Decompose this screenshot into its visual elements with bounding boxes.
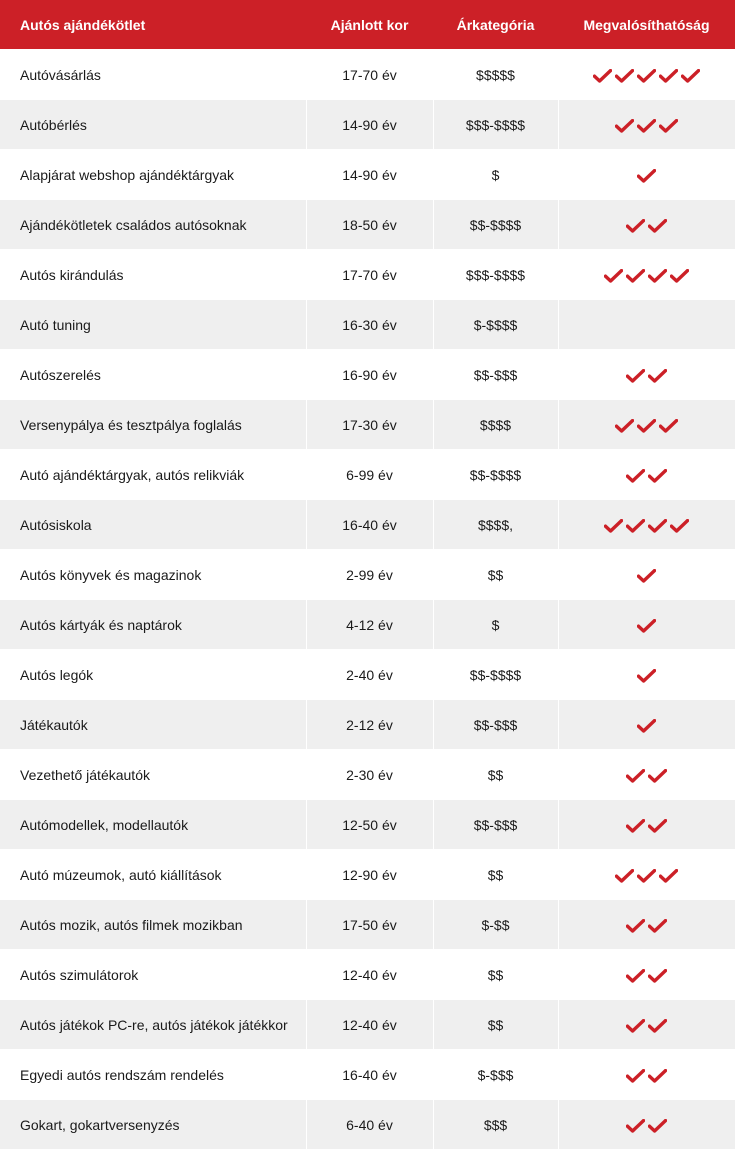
cell-feasibility bbox=[558, 750, 735, 800]
table-header bbox=[0, 0, 735, 50]
cell-age: 2-40 év bbox=[306, 650, 433, 700]
checkmark-icon bbox=[670, 269, 689, 283]
cell-idea: Autó ajándéktárgyak, autós relikviák bbox=[0, 450, 306, 500]
cell-feasibility bbox=[558, 150, 735, 200]
checkmark-icon bbox=[626, 969, 645, 983]
cell-age: 17-50 év bbox=[306, 900, 433, 950]
cell-idea: Autós könyvek és magazinok bbox=[0, 550, 306, 600]
cell-idea: Vezethető játékautók bbox=[0, 750, 306, 800]
checkmark-icon bbox=[659, 119, 678, 133]
table-row bbox=[0, 300, 735, 350]
cell-feasibility bbox=[558, 600, 735, 650]
header-price: Árkategória bbox=[433, 0, 558, 50]
checkmark-icon bbox=[670, 519, 689, 533]
cell-age: 18-50 év bbox=[306, 200, 433, 250]
table-row bbox=[0, 750, 735, 800]
checkmark-icon bbox=[626, 1019, 645, 1033]
cell-feasibility bbox=[558, 50, 735, 100]
feasibility-rating bbox=[637, 669, 656, 683]
cell-feasibility bbox=[558, 500, 735, 550]
cell-age: 17-30 év bbox=[306, 400, 433, 450]
checkmark-icon bbox=[637, 569, 656, 583]
cell-idea: Autós kirándulás bbox=[0, 250, 306, 300]
checkmark-icon bbox=[637, 869, 656, 883]
checkmark-icon bbox=[626, 1119, 645, 1133]
checkmark-icon bbox=[626, 819, 645, 833]
checkmark-icon bbox=[626, 919, 645, 933]
cell-price: $$-$$$$ bbox=[433, 450, 558, 500]
checkmark-icon bbox=[604, 519, 623, 533]
cell-price: $-$$$$ bbox=[433, 300, 558, 350]
feasibility-rating bbox=[626, 769, 667, 783]
cell-price: $$-$$$$ bbox=[433, 650, 558, 700]
feasibility-rating bbox=[626, 1119, 667, 1133]
cell-price: $$ bbox=[433, 550, 558, 600]
cell-age: 14-90 év bbox=[306, 150, 433, 200]
cell-age: 2-30 év bbox=[306, 750, 433, 800]
checkmark-icon bbox=[593, 69, 612, 83]
cell-age: 14-90 év bbox=[306, 100, 433, 150]
feasibility-rating bbox=[615, 119, 678, 133]
cell-price: $$-$$$ bbox=[433, 700, 558, 750]
feasibility-rating bbox=[637, 169, 656, 183]
table-row bbox=[0, 50, 735, 100]
checkmark-icon bbox=[648, 819, 667, 833]
cell-age: 12-40 év bbox=[306, 950, 433, 1000]
table-row bbox=[0, 950, 735, 1000]
cell-idea: Autó múzeumok, autó kiállítások bbox=[0, 850, 306, 900]
cell-age: 6-40 év bbox=[306, 1100, 433, 1150]
cell-idea: Autós legók bbox=[0, 650, 306, 700]
cell-feasibility bbox=[558, 850, 735, 900]
feasibility-rating bbox=[615, 869, 678, 883]
cell-price: $$-$$$$ bbox=[433, 200, 558, 250]
cell-feasibility bbox=[558, 450, 735, 500]
checkmark-icon bbox=[626, 269, 645, 283]
cell-feasibility bbox=[558, 1000, 735, 1050]
cell-price: $ bbox=[433, 600, 558, 650]
checkmark-icon bbox=[648, 919, 667, 933]
header-idea: Autós ajándékötlet bbox=[0, 0, 306, 50]
checkmark-icon bbox=[626, 769, 645, 783]
checkmark-icon bbox=[604, 269, 623, 283]
cell-price: $$$ bbox=[433, 1100, 558, 1150]
feasibility-rating bbox=[626, 369, 667, 383]
checkmark-icon bbox=[659, 419, 678, 433]
cell-feasibility bbox=[558, 550, 735, 600]
feasibility-rating bbox=[637, 569, 656, 583]
cell-idea: Játékautók bbox=[0, 700, 306, 750]
cell-price: $$$-$$$$ bbox=[433, 250, 558, 300]
cell-age: 6-99 év bbox=[306, 450, 433, 500]
cell-idea: Autós mozik, autós filmek mozikban bbox=[0, 900, 306, 950]
cell-age: 2-12 év bbox=[306, 700, 433, 750]
checkmark-icon bbox=[615, 419, 634, 433]
cell-feasibility bbox=[558, 350, 735, 400]
table-row bbox=[0, 100, 735, 150]
cell-idea: Versenypálya és tesztpálya foglalás bbox=[0, 400, 306, 450]
cell-idea: Autószerelés bbox=[0, 350, 306, 400]
cell-idea: Autós szimulátorok bbox=[0, 950, 306, 1000]
checkmark-icon bbox=[637, 619, 656, 633]
cell-idea: Autós játékok PC-re, autós játékok játékkor bbox=[0, 1000, 306, 1050]
checkmark-icon bbox=[637, 69, 656, 83]
table-row bbox=[0, 650, 735, 700]
checkmark-icon bbox=[648, 519, 667, 533]
feasibility-rating bbox=[615, 419, 678, 433]
checkmark-icon bbox=[648, 1069, 667, 1083]
cell-age: 16-40 év bbox=[306, 1050, 433, 1100]
checkmark-icon bbox=[648, 269, 667, 283]
cell-age: 17-70 év bbox=[306, 50, 433, 100]
checkmark-icon bbox=[637, 119, 656, 133]
cell-feasibility bbox=[558, 1100, 735, 1150]
cell-age: 4-12 év bbox=[306, 600, 433, 650]
checkmark-icon bbox=[615, 119, 634, 133]
checkmark-icon bbox=[681, 69, 700, 83]
cell-price: $$-$$$ bbox=[433, 350, 558, 400]
table-row bbox=[0, 400, 735, 450]
cell-idea: Autós kártyák és naptárok bbox=[0, 600, 306, 650]
cell-price: $$ bbox=[433, 1000, 558, 1050]
checkmark-icon bbox=[648, 1019, 667, 1033]
cell-price: $-$$ bbox=[433, 900, 558, 950]
feasibility-rating bbox=[626, 469, 667, 483]
table-row bbox=[0, 600, 735, 650]
checkmark-icon bbox=[626, 369, 645, 383]
feasibility-rating bbox=[593, 69, 700, 83]
cell-feasibility bbox=[558, 800, 735, 850]
cell-idea: Autósiskola bbox=[0, 500, 306, 550]
checkmark-icon bbox=[637, 669, 656, 683]
table-row bbox=[0, 1000, 735, 1050]
cell-age: 12-90 év bbox=[306, 850, 433, 900]
checkmark-icon bbox=[637, 719, 656, 733]
table-row bbox=[0, 200, 735, 250]
checkmark-icon bbox=[659, 69, 678, 83]
cell-feasibility bbox=[558, 100, 735, 150]
cell-price: $$ bbox=[433, 950, 558, 1000]
table-row bbox=[0, 500, 735, 550]
table-row bbox=[0, 550, 735, 600]
cell-idea: Ajándékötletek családos autósoknak bbox=[0, 200, 306, 250]
cell-price: $$ bbox=[433, 750, 558, 800]
cell-age: 17-70 év bbox=[306, 250, 433, 300]
feasibility-rating bbox=[604, 269, 689, 283]
feasibility-rating bbox=[626, 819, 667, 833]
checkmark-icon bbox=[626, 469, 645, 483]
cell-idea: Gokart, gokartversenyzés bbox=[0, 1100, 306, 1150]
feasibility-rating bbox=[626, 1019, 667, 1033]
cell-idea: Egyedi autós rendszám rendelés bbox=[0, 1050, 306, 1100]
checkmark-icon bbox=[615, 869, 634, 883]
cell-age: 2-99 év bbox=[306, 550, 433, 600]
feasibility-rating bbox=[626, 1069, 667, 1083]
cell-age: 12-40 év bbox=[306, 1000, 433, 1050]
checkmark-icon bbox=[626, 219, 645, 233]
checkmark-icon bbox=[626, 519, 645, 533]
cell-price: $$$$ bbox=[433, 400, 558, 450]
table-row bbox=[0, 850, 735, 900]
header-age: Ajánlott kor bbox=[306, 0, 433, 50]
checkmark-icon bbox=[626, 1069, 645, 1083]
cell-feasibility bbox=[558, 700, 735, 750]
table-body bbox=[0, 50, 735, 1150]
table-row bbox=[0, 1050, 735, 1100]
cell-age: 16-40 év bbox=[306, 500, 433, 550]
cell-idea: Autóbérlés bbox=[0, 100, 306, 150]
cell-idea: Alapjárat webshop ajándéktárgyak bbox=[0, 150, 306, 200]
checkmark-icon bbox=[615, 69, 634, 83]
table-row bbox=[0, 450, 735, 500]
feasibility-rating bbox=[637, 719, 656, 733]
cell-price: $$-$$$ bbox=[433, 800, 558, 850]
cell-age: 12-50 év bbox=[306, 800, 433, 850]
checkmark-icon bbox=[648, 769, 667, 783]
feasibility-rating bbox=[626, 969, 667, 983]
cell-feasibility bbox=[558, 200, 735, 250]
cell-age: 16-90 év bbox=[306, 350, 433, 400]
header-feasibility: Megvalósíthatóság bbox=[558, 0, 735, 50]
cell-price: $$ bbox=[433, 850, 558, 900]
checkmark-icon bbox=[648, 219, 667, 233]
cell-price: $$$-$$$$ bbox=[433, 100, 558, 150]
cell-idea: Autóvásárlás bbox=[0, 50, 306, 100]
checkmark-icon bbox=[648, 469, 667, 483]
cell-idea: Autómodellek, modellautók bbox=[0, 800, 306, 850]
table-row bbox=[0, 900, 735, 950]
checkmark-icon bbox=[648, 1119, 667, 1133]
table-row bbox=[0, 250, 735, 300]
cell-price: $$$$$ bbox=[433, 50, 558, 100]
checkmark-icon bbox=[648, 369, 667, 383]
cell-feasibility bbox=[558, 950, 735, 1000]
feasibility-rating bbox=[637, 619, 656, 633]
cell-price: $-$$$ bbox=[433, 1050, 558, 1100]
checkmark-icon bbox=[648, 969, 667, 983]
feasibility-rating bbox=[604, 519, 689, 533]
table-row bbox=[0, 350, 735, 400]
checkmark-icon bbox=[637, 169, 656, 183]
cell-feasibility bbox=[558, 250, 735, 300]
cell-price: $ bbox=[433, 150, 558, 200]
table-row bbox=[0, 700, 735, 750]
cell-feasibility bbox=[558, 1050, 735, 1100]
table-row bbox=[0, 800, 735, 850]
table-row bbox=[0, 150, 735, 200]
cell-age: 16-30 év bbox=[306, 300, 433, 350]
cell-feasibility bbox=[558, 900, 735, 950]
table-row bbox=[0, 1100, 735, 1150]
feasibility-rating bbox=[626, 219, 667, 233]
cell-price: $$$$, bbox=[433, 500, 558, 550]
checkmark-icon bbox=[659, 869, 678, 883]
checkmark-icon bbox=[637, 419, 656, 433]
cell-feasibility bbox=[558, 650, 735, 700]
feasibility-rating bbox=[626, 919, 667, 933]
cell-feasibility bbox=[558, 400, 735, 450]
cell-feasibility bbox=[558, 300, 735, 350]
cell-idea: Autó tuning bbox=[0, 300, 306, 350]
